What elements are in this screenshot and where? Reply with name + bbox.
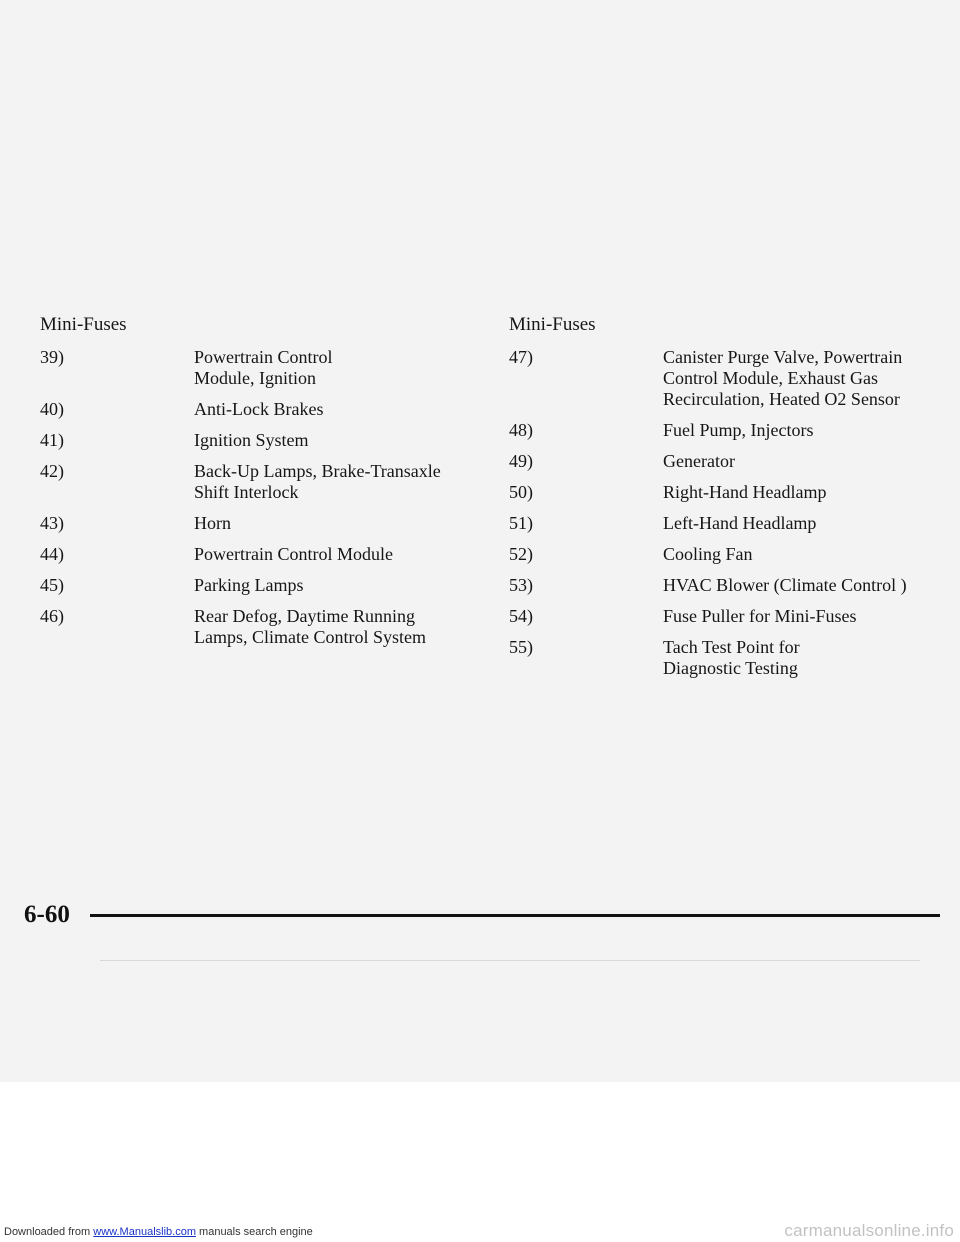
fuse-entry [509, 451, 939, 472]
bottom-margin [0, 1082, 960, 1242]
fuse-description: Fuel Pump, Injectors [663, 420, 814, 440]
fuse-number: 54) [509, 606, 533, 626]
left-column-header: Mini-Fuses [40, 314, 127, 335]
fuse-entry [40, 575, 470, 596]
download-note-prefix: Downloaded from [4, 1226, 94, 1238]
fuse-entry [509, 606, 939, 627]
fuse-description: Right-Hand Headlamp [663, 482, 827, 502]
fuse-description: Back-Up Lamps, Brake-Transaxle Shift Interlock [194, 461, 441, 502]
fuse-number: 44) [40, 544, 64, 564]
fuse-number: 48) [509, 420, 533, 440]
manualslib-link[interactable]: www.Manualslib.com [93, 1226, 196, 1238]
fuse-entry [509, 482, 939, 503]
fuse-description: Powertrain Control Module, Ignition [194, 347, 333, 388]
fuse-description: HVAC Blower (Climate Control ) [663, 575, 907, 595]
fuse-entry [40, 606, 470, 648]
fuse-description: Fuse Puller for Mini-Fuses [663, 606, 857, 626]
fuse-number: 53) [509, 575, 533, 595]
fuse-description: Left-Hand Headlamp [663, 513, 817, 533]
fuse-description: Ignition System [194, 430, 309, 450]
fuse-number: 39) [40, 347, 64, 367]
fuse-number: 51) [509, 513, 533, 533]
left-fuse-column [40, 313, 470, 658]
footer-rule [90, 914, 940, 917]
fuse-entry [40, 544, 470, 565]
fuse-description: Generator [663, 451, 735, 471]
fuse-description: Tach Test Point for Diagnostic Testing [663, 637, 800, 678]
fuse-entry [509, 575, 939, 596]
fuse-entry [40, 399, 470, 420]
fuse-number: 40) [40, 399, 64, 419]
fuse-description: Anti-Lock Brakes [194, 399, 324, 419]
fuse-number: 43) [40, 513, 64, 533]
fuse-entry [40, 430, 470, 451]
fuse-entry [509, 420, 939, 441]
fuse-description: Horn [194, 513, 231, 533]
download-note [4, 1226, 313, 1239]
fuse-number: 45) [40, 575, 64, 595]
fuse-number: 52) [509, 544, 533, 564]
page-footer [24, 900, 940, 930]
fuse-entry [509, 513, 939, 534]
fuse-entry [509, 347, 939, 410]
fuse-entry [509, 544, 939, 565]
right-column-header: Mini-Fuses [509, 314, 596, 335]
faint-divider [100, 960, 920, 961]
fuse-description: Powertrain Control Module [194, 544, 393, 564]
fuse-entry [509, 637, 939, 679]
fuse-number: 47) [509, 347, 533, 367]
fuse-description: Parking Lamps [194, 575, 304, 595]
fuse-number: 41) [40, 430, 64, 450]
fuse-entry [40, 513, 470, 534]
fuse-number: 50) [509, 482, 533, 502]
fuse-description: Canister Purge Valve, Powertrain Control Module, Exhaust Gas Recirculation, Heated O2 Sensor [663, 347, 903, 409]
watermark: carmanualsonline.info [784, 1221, 954, 1240]
page-number: 6-60 [24, 901, 70, 928]
fuse-number: 55) [509, 637, 533, 657]
fuse-description: Cooling Fan [663, 544, 753, 564]
fuse-number: 46) [40, 606, 64, 626]
fuse-description: Rear Defog, Daytime Running Lamps, Climate Control System [194, 606, 426, 647]
right-fuse-column [509, 313, 939, 689]
fuse-number: 42) [40, 461, 64, 481]
download-note-suffix: manuals search engine [195, 1226, 313, 1238]
fuse-entry [40, 347, 470, 389]
fuse-entry [40, 461, 470, 503]
fuse-number: 49) [509, 451, 533, 471]
